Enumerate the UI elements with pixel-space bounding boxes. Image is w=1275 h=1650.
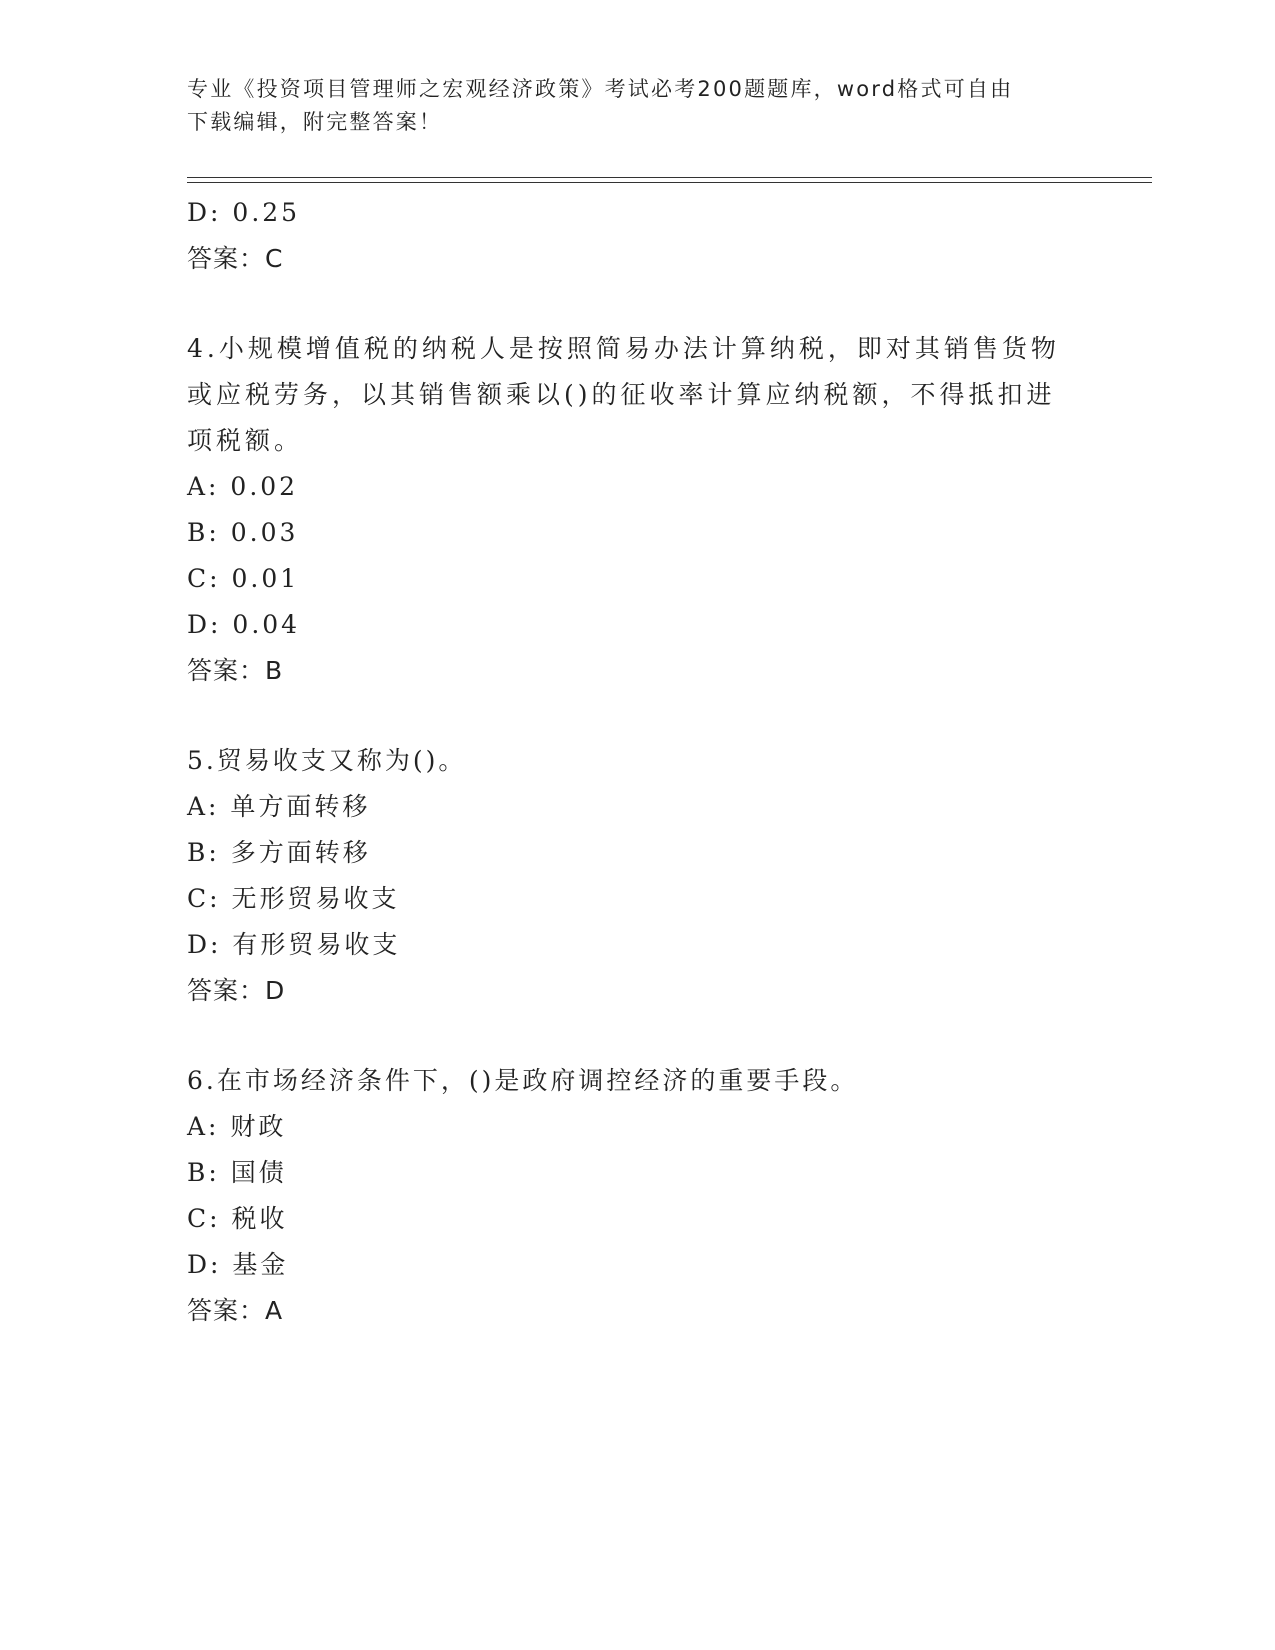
header-divider-top — [187, 177, 1152, 178]
answer-line: 答案：C — [187, 244, 284, 273]
spacer — [187, 694, 1087, 738]
option-a: A: 0.02 — [187, 472, 299, 501]
document-header — [187, 73, 1067, 139]
option-a: A: 单方面转移 — [187, 792, 371, 821]
option-d: D: 0.25 — [187, 198, 301, 227]
question-block-5 — [187, 738, 1087, 1014]
question-block-4 — [187, 326, 1087, 694]
answer-line: 答案：D — [187, 976, 286, 1005]
question-text: 5.贸易收支又称为()。 — [187, 746, 467, 775]
question-text — [187, 326, 1067, 464]
answer-line: 答案：A — [187, 1296, 284, 1325]
answer-line: 答案：B — [187, 656, 284, 685]
option-b: B: 国债 — [187, 1158, 287, 1187]
question-text-line-3: 项税额。 — [187, 426, 304, 455]
question-list — [187, 190, 1087, 1334]
option-b: B: 多方面转移 — [187, 838, 371, 867]
option-d: D: 0.04 — [187, 610, 301, 639]
question-block-3 — [187, 190, 1087, 282]
option-c: C: 无形贸易收支 — [187, 884, 400, 913]
option-d: D: 基金 — [187, 1250, 289, 1279]
option-a: A: 财政 — [187, 1112, 287, 1141]
option-d: D: 有形贸易收支 — [187, 930, 401, 959]
spacer — [187, 282, 1087, 326]
option-c: C: 税收 — [187, 1204, 288, 1233]
option-b: B: 0.03 — [187, 518, 299, 547]
header-line-2: 下载编辑，附完整答案！ — [187, 110, 443, 134]
question-text-line-1: 4.小规模增值税的纳税人是按照简易办法计算纳税，即对其销售货物 — [187, 334, 1060, 363]
spacer — [187, 1014, 1087, 1058]
header-line-1: 专业《投资项目管理师之宏观经济政策》考试必考200题题库，word格式可自由 — [187, 77, 1014, 101]
header-divider-bottom — [187, 182, 1152, 183]
question-block-6 — [187, 1058, 1087, 1334]
option-c: C: 0.01 — [187, 564, 300, 593]
question-text-line-2: 或应税劳务，以其销售额乘以()的征收率计算应纳税额，不得抵扣进 — [187, 380, 1056, 409]
question-text: 6.在市场经济条件下，()是政府调控经济的重要手段。 — [187, 1066, 859, 1095]
